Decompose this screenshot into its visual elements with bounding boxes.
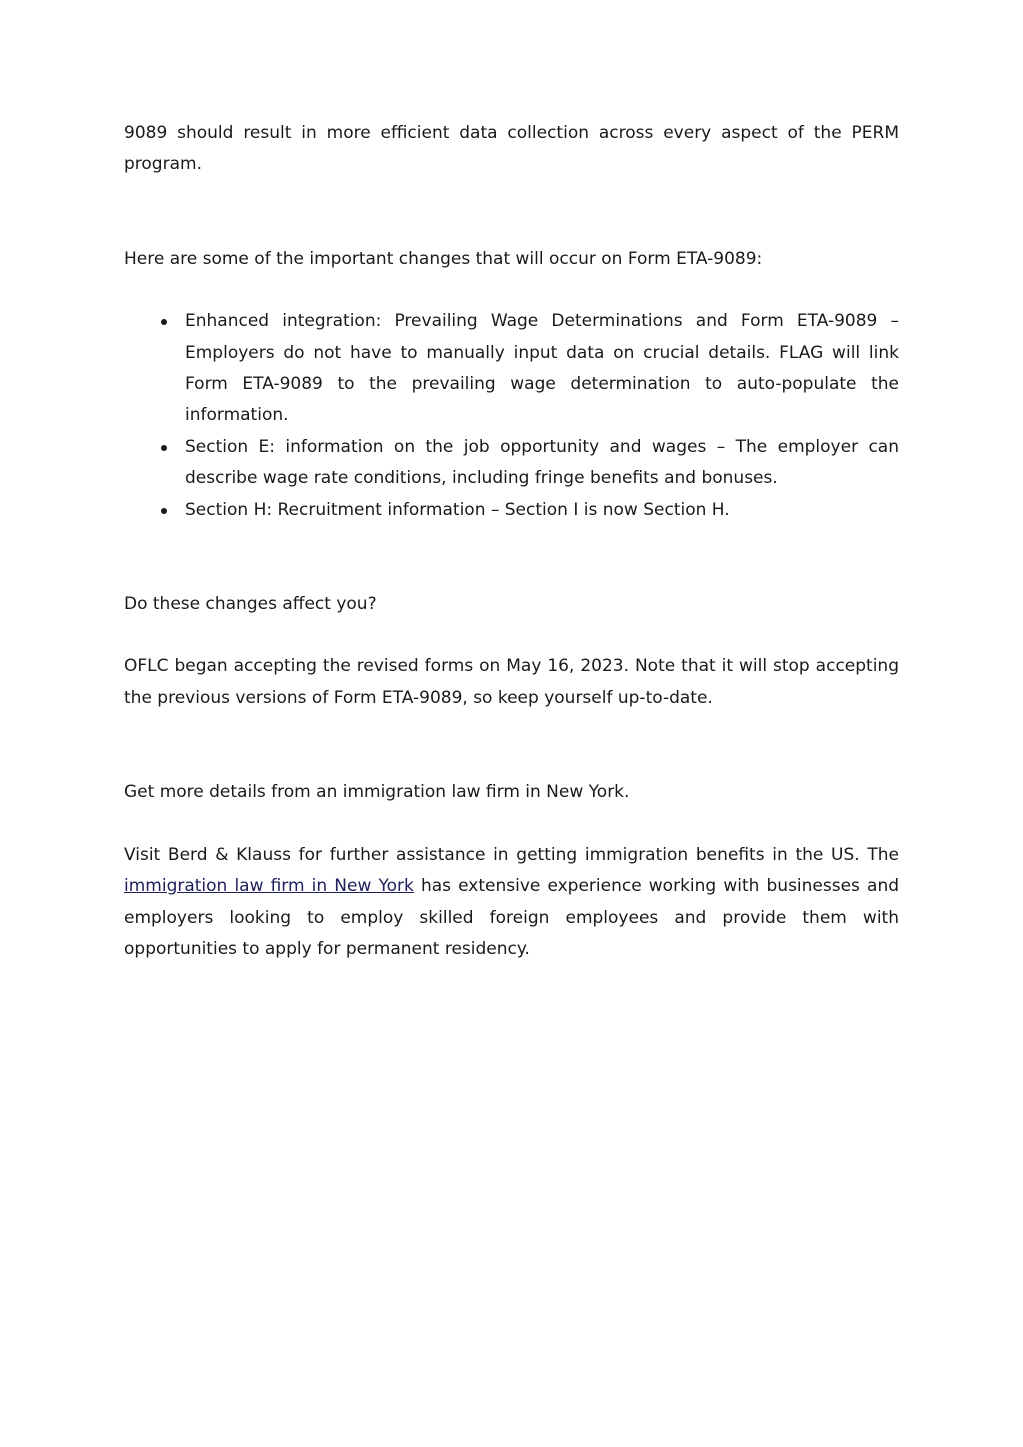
spacer (124, 181, 899, 244)
list-item: Enhanced integration: Prevailing Wage Determinations and Form ETA-9089 – Employers do not have to manually input data on crucial details. FLAG will link Form ETA-9089 to the prevailing wage determination to auto-populate the information. (185, 306, 899, 432)
affect-heading: Do these changes affect you? (124, 594, 377, 615)
oflc-paragraph: OFLC began accepting the revised forms on May 16, 2023. Note that it will stop accepting the previous versions of Form ETA-9089, so keep yourself up-to-date. (124, 656, 899, 708)
changes-heading: Here are some of the important changes that will occur on Form ETA-9089: (124, 248, 763, 269)
list-item: Section E: information on the job opportunity and wages – The employer can describe wage rate conditions, including fringe benefits and bonuses. (185, 432, 899, 495)
intro-paragraph: 9089 should result in more efficient data collection across every aspect of the PERM program. (124, 123, 899, 175)
changes-list (124, 306, 899, 526)
spacer (124, 526, 899, 589)
visit-text-before: Visit Berd & Klauss for further assistance in getting immigration benefits in the US. The (124, 844, 899, 865)
visit-paragraph (124, 840, 899, 966)
details-heading: Get more details from an immigration law firm in New York. (124, 782, 630, 803)
visit-text-after: has extensive experience working with businesses and employers looking to employ skilled foreign employees and provide them with opportunities to apply for permanent residency. (124, 876, 900, 959)
list-item: Section H: Recruitment information – Section I is now Section H. (185, 495, 899, 526)
spacer (124, 809, 899, 840)
spacer (124, 620, 899, 651)
spacer (124, 714, 899, 777)
immigration-law-firm-link[interactable]: immigration law firm in New York (124, 876, 414, 897)
spacer (124, 275, 899, 306)
document-body (124, 118, 899, 965)
